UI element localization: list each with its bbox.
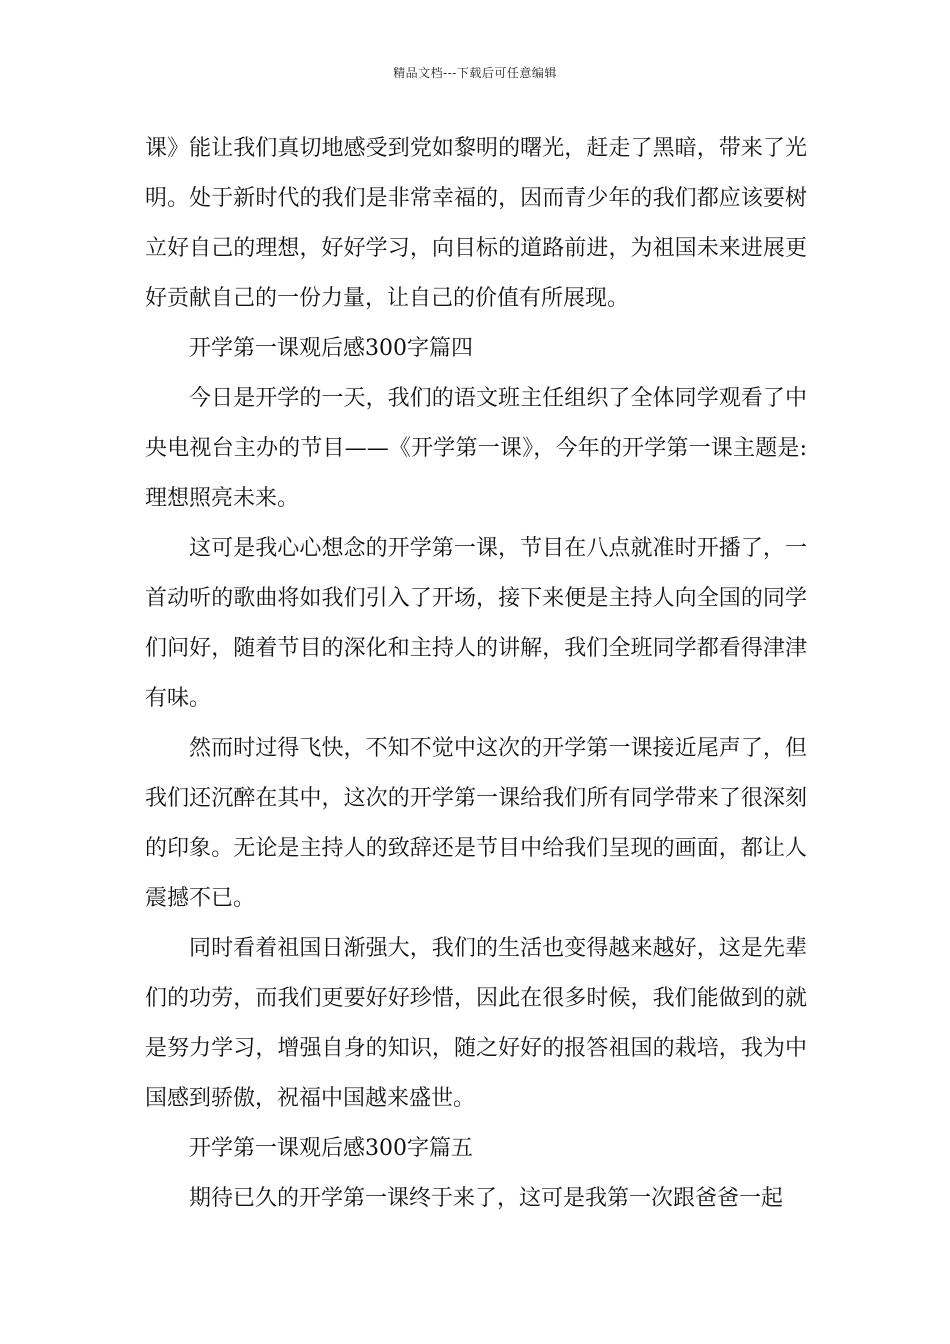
- paragraph: 然而时过得飞快，不知不觉中这次的开学第一课接近尾声了，但我们还沉醉在其中，这次的开学第一课给我们所有同学带来了很深刻的印象。无论是主持人的致辞还是节目中给我们呈现的画面，都让人震撼不已。: [145, 736, 807, 911]
- section-heading-4: 开学第一课观后感300字篇四: [189, 336, 473, 361]
- section-heading-5: 开学第一课观后感300字篇五: [189, 1136, 473, 1161]
- paragraph-continuation: 课》能让我们真切地感受到党如黎明的曙光，赶走了黑暗，带来了光明。处于新时代的我们是非常幸福的，因而青少年的我们都应该要树立好自己的理想，好好学习，向目标的道路前进，为祖国未来进展更好贡献自己的一份力量，让自己的价值有所展现。: [145, 136, 807, 311]
- paragraph: 今日是开学的一天，我们的语文班主任组织了全体同学观看了中央电视台主办的节目——《开学第一课》，今年的开学第一课主题是:理想照亮未来。: [145, 386, 807, 511]
- paragraph: 同时看着祖国日渐强大，我们的生活也变得越来越好，这是先辈们的功劳，而我们更要好好珍惜，因此在很多时候，我们能做到的就是努力学习，增强自身的知识，随之好好的报答祖国的栽培，我为中国感到骄傲，祝福中国越来盛世。: [145, 936, 807, 1111]
- page-header: 精品文档---下载后可任意编辑: [393, 66, 557, 80]
- paragraph: 期待已久的开学第一课终于来了，这可是我第一次跟爸爸一起: [189, 1186, 784, 1211]
- document-body: [145, 124, 807, 1224]
- paragraph: 这可是我心心想念的开学第一课，节目在八点就准时开播了，一首动听的歌曲将如我们引入了开场，接下来便是主持人向全国的同学们问好，随着节目的深化和主持人的讲解，我们全班同学都看得津津有味。: [145, 536, 807, 711]
